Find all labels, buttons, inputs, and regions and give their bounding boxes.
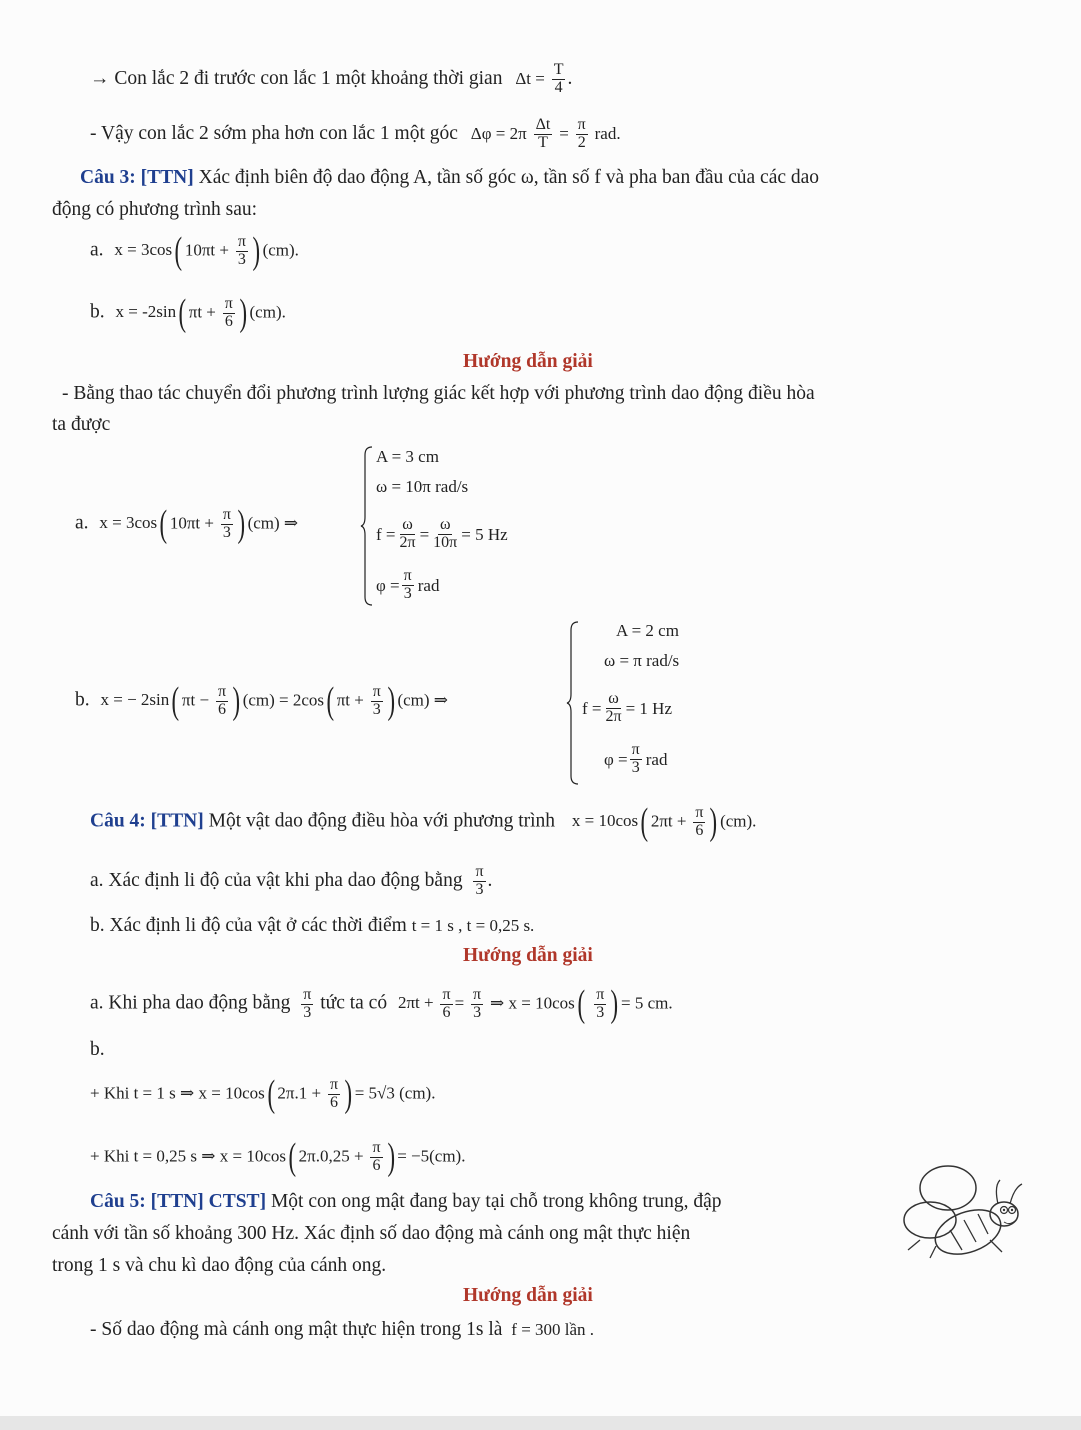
question-4-a: a. Xác định li độ của vật khi pha dao động bằng $\frac{\pi}{3}$ . [90,863,493,898]
question-4-b: b. Xác định li độ của vật ở các thời điểm t = 1 s , t = 0,25 s. [90,915,535,936]
question-3 [80,166,819,189]
solution-4-heading: Hướng dẫn giải [463,945,593,966]
solution-3-intro: - Bằng thao tác chuyển đổi phương trình lượng giác kết hợp với phương trình dao động điều hòa [62,383,815,404]
question-3-text-cont: động có phương trình sau: [52,199,258,220]
solution-3-b-eq: b. x = − 2sin( πt − $\frac{\pi}{6}$ ) (cm) = 2cos( πt + $\frac{\pi}{3}$ ) (cm) ⇒ [75,680,449,722]
line-2-text: - Vậy con lắc 2 sớm pha hơn con lắc 1 một góc [90,122,458,144]
line-1-math: Δt = [515,68,545,88]
brace-b [566,620,580,786]
bee-illustration [900,1160,1030,1270]
line-1-text: → Con lắc 2 đi trước con lắc 1 một khoảng thời gian [90,67,503,89]
solution-5-heading: Hướng dẫn giải [463,1285,593,1306]
solution-5-text: - Số dao động mà cánh ong mật thực hiện trong 1s là f = 300 lần . [90,1319,595,1340]
line-1: → Con lắc 2 đi trước con lắc 1 một khoảng thời gian Δt = $\frac{T}{4}$ . [90,61,573,96]
question-5-label: Câu 5: [TTN] CTST] [90,1191,267,1212]
brace-a [360,445,374,607]
question-3-text: Xác định biên độ dao động A, tần số góc ω, tần số f và pha ban đầu của các dao [198,167,820,188]
question-4: Câu 4: [TTN] Một vật dao động điều hòa với phương trình x = 10cos( 2πt + $\frac{\pi}{6}$ ) (cm). [90,801,757,843]
question-5-text-3: trong 1 s và chu kì dao động của cánh ong. [52,1255,387,1276]
question-3-a: a. x = 3cos( 10πt + $\frac{\pi}{3}$ ) (cm). [90,230,299,272]
solution-4-a: a. Khi pha dao động bằng $\frac{\pi}{3}$ tức ta có 2πt + $\frac{\pi}{6}$ = $\frac{\pi}{3}$ ⇒ x = 10cos( $\frac{\pi}{3}$ ) = 5 cm. [90,983,673,1025]
line-2: - Vậy con lắc 2 sớm pha hơn con lắc 1 một góc Δφ = 2π $\frac{\Delta t}{T}$ = $\frac{\pi}{2}$ rad. [90,116,621,151]
solution-3-b-system: A = 2 cm ω = π rad/s f = $\frac{\omega}{2\pi}$ = 1 Hz φ = $\frac{\pi}{3}$ rad [582,621,680,776]
question-5: Câu 5: [TTN] CTST] Một con ong mật đang bay tại chỗ trong không trung, đập [90,1191,722,1212]
page-bottom-strip [0,1416,1081,1430]
question-4-label: Câu 4: [TTN] [90,810,204,832]
line-1-fraction: $\frac{T}{4}$ [553,61,564,96]
solution-3-intro-cont: ta được [52,414,111,435]
question-5-text-2: cánh với tần số khoảng 300 Hz. Xác định số dao động mà cánh ong mật thực hiện [52,1223,691,1244]
solution-4-case-1: + Khi t = 1 s ⇒ x = 10cos( 2π.1 + $\frac{\pi}{6}$ ) = 5√3 (cm). [90,1073,436,1115]
solution-3-a-system: A = 3 cm ω = 10π rad/s f = $\frac{\omega}{2\pi}$ = $\frac{\omega}{10\pi}$ = 5 Hz φ = $\frac{\pi}{3}$ rad [376,447,508,602]
question-3-b: b. x = -2sin( πt + $\frac{\pi}{6}$ ) (cm). [90,292,286,334]
solution-4-case-2: + Khi t = 0,25 s ⇒ x = 10cos( 2π.0,25 + $\frac{\pi}{6}$ ) = −5(cm). [90,1136,466,1178]
question-3-label: Câu 3: [TTN] [80,167,194,188]
solution-3-a-eq: a. x = 3cos( 10πt + $\frac{\pi}{3}$ ) (cm) ⇒ [75,503,299,545]
solution-3-heading: Hướng dẫn giải [463,351,593,372]
solution-4-b-label: b. [90,1039,105,1060]
